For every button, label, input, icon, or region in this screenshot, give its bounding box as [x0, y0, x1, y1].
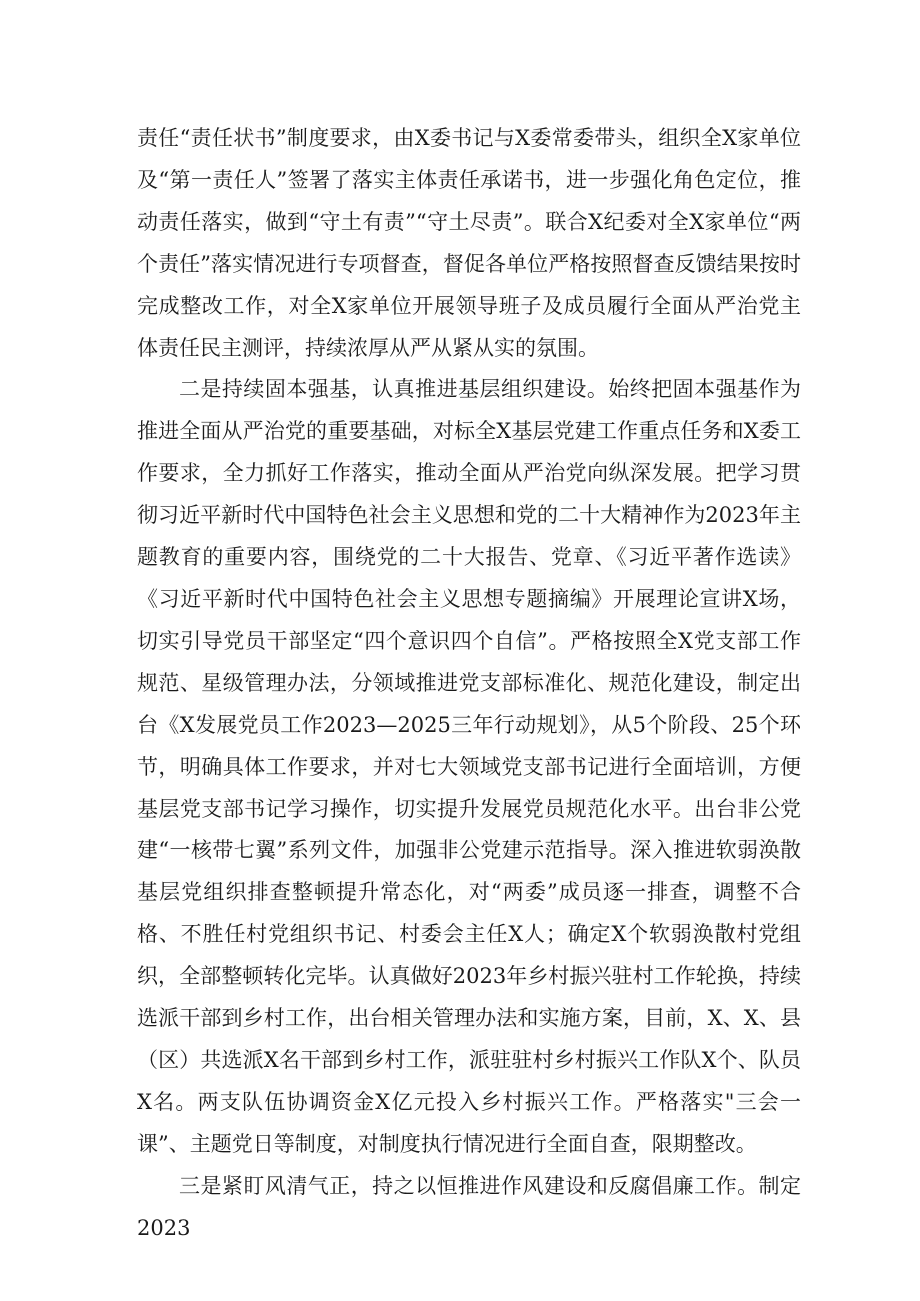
paragraph-responsibility: 责任“责任状书”制度要求，由X委书记与X委常委带头，组织全X家单位及“第一责任人”签署了落实主体责任承诺书，进一步强化角色定位，推动责任落实，做到“守土有责”“守土尽责”。联合X纪委对全X家单位“两个责任”落实情况进行专项督查，督促各单位严格按照督查反馈结果按时完成整改工作，对全X家单位开展领导班子及成员履行全面从严治党主体责任民主测评，持续浓厚从严从紧从实的氛围。 [137, 126, 801, 360]
document-body [137, 118, 801, 1249]
paragraph-grassroots-organization: 二是持续固本强基，认真推进基层组织建设。始终把固本强基作为推进全面从严治党的重要基础，对标全X基层党建工作重点任务和X委工作要求，全力抓好工作落实，推动全面从严治党向纵深发展。把学习贯彻习近平新时代中国特色社会主义思想和党的二十大精神作为2023年主题教育的重要内容，围绕党的二十大报告、党章、《习近平著作选读》《习近平新时代中国特色社会主义思想专题摘编》开展理论宣讲X场，切实引导党员干部坚定“四个意识四个自信”。严格按照全X党支部工作规范、星级管理办法，分领域推进党支部标准化、规范化建设，制定出台《X发展党员工作2023—2025三年行动规划》，从5个阶段、25个环节，明确具体工作要求，并对七大领域党支部书记进行全面培训，方便基层党支部书记学习操作，切实提升发展党员规范化水平。出台非公党建“一核带七翼”系列文件，加强非公党建示范指导。深入推进软弱涣散基层党组织排查整顿提升常态化，对“两委”成员逐一排查，调整不合格、不胜任村党组织书记、村委会主任X人；确定X个软弱涣散村党组织，全部整顿转化完毕。认真做好2023年乡村振兴驻村工作轮换，持续选派干部到乡村工作，出台相关管理办法和实施方案，目前，X、X、县（区）共选派X名干部到乡村工作，派驻驻村乡村振兴工作队X个、队员X名。两支队伍协调资金X亿元投入乡村振兴工作。严格落实"三会一课”、主题党日等制度，对制度执行情况进行全面自查，限期整改。 [137, 377, 801, 1156]
paragraph-work-style: 三是紧盯风清气正，持之以恒推进作风建设和反腐倡廉工作。制定2023 [137, 1173, 801, 1240]
